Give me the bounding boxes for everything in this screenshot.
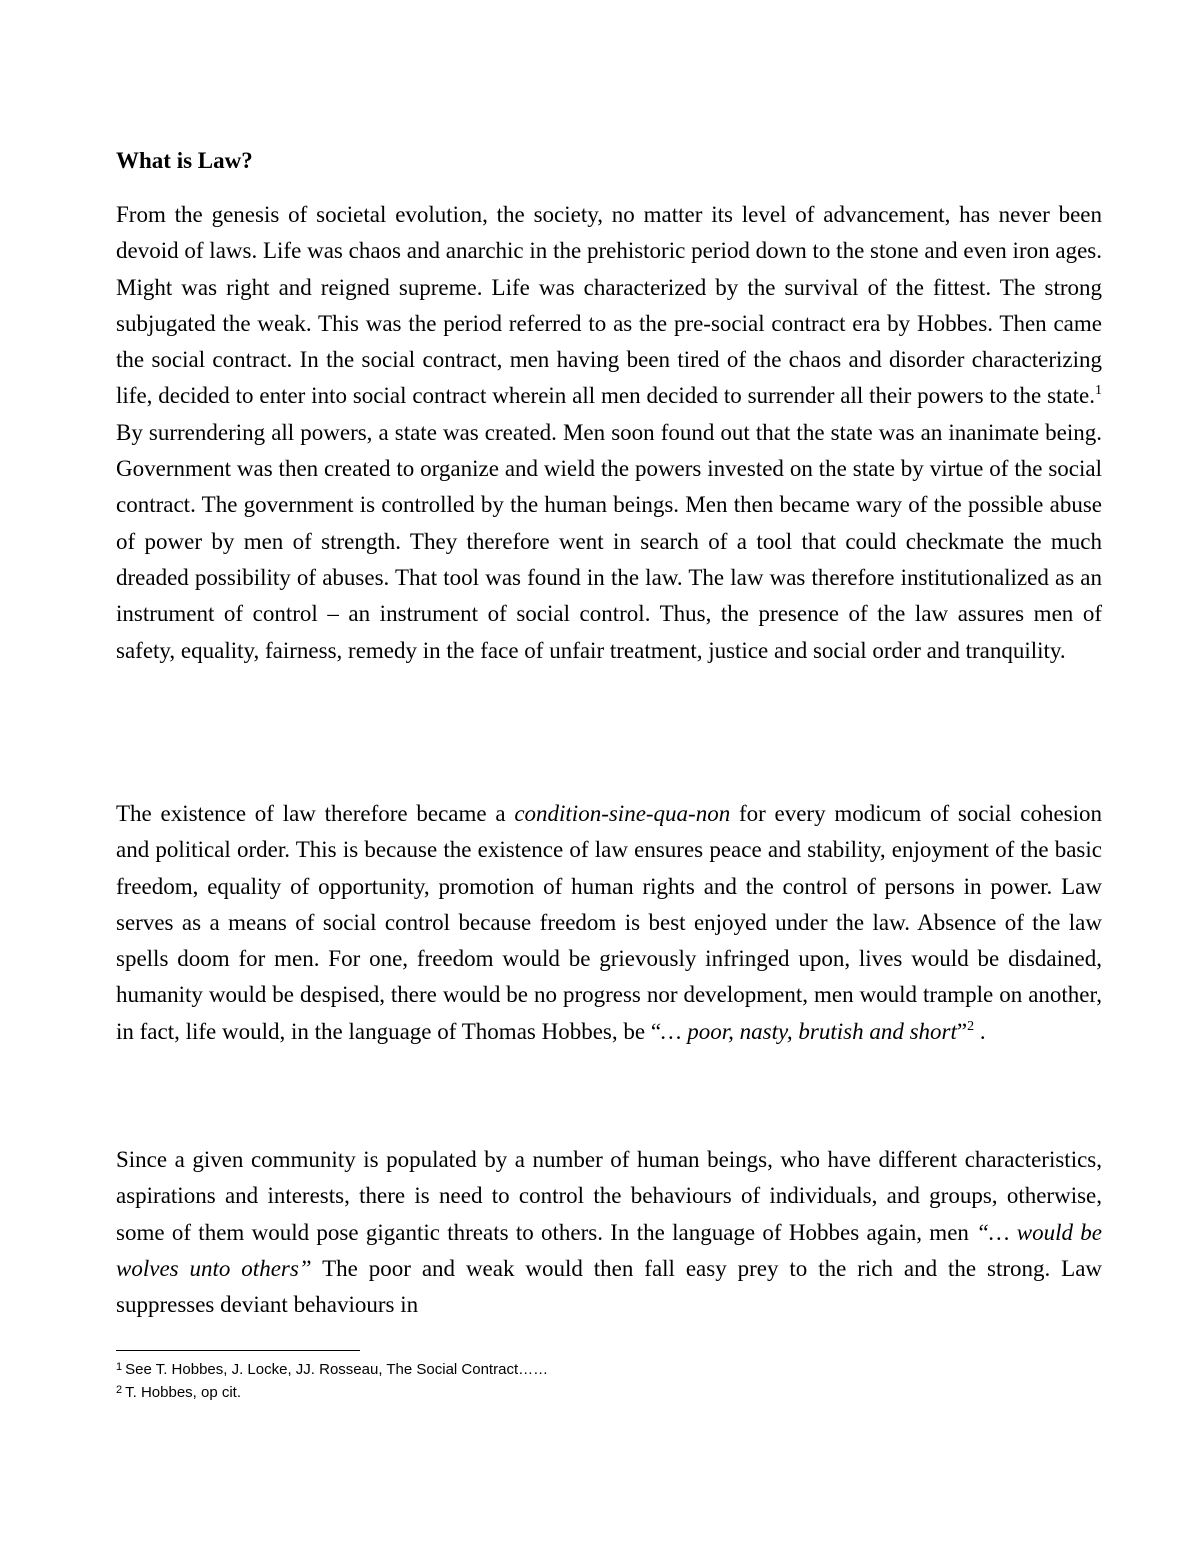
footnote-separator — [116, 1350, 360, 1351]
paragraph-2-text-a: The existence of law therefore became a — [116, 801, 515, 826]
paragraph-1-text-b: By surrendering all powers, a state was created. Men soon found out that the state was an inanimate being. Government was then created to organize and wield the powers invested on the state by virtue of the social contract. The government is controlled by the human beings. Men then became wary of the possible abuse of power by men of strength. They therefore went in search of a tool that could checkmate the much dreaded possibility of abuses. That tool was found in the law. The law was therefore institutionalized as an instrument of control – an instrument of social control. Thus, the presence of the law assures men of safety, equality, fairness, remedy in the face of unfair treatment, justice and social order and tranquility. — [116, 419, 1102, 663]
footnote-text: See T. Hobbes, J. Locke, JJ. Rosseau, The Social Contract…… — [125, 1361, 549, 1378]
paragraph-3-text-a: Since a given community is populated by a number of human beings, who have different characteristics, aspirations and interests, there is need to control the behaviours of individuals, and groups, otherwise, some of them would pose gigantic threats to others. In the language of Hobbes again, men — [116, 1147, 1102, 1245]
footnote-ref-1: 1 — [1095, 383, 1102, 399]
latin-term: condition-sine-qua-non — [514, 801, 731, 826]
page-title: What is Law? — [116, 148, 253, 173]
paragraph-2 — [116, 796, 1102, 1050]
paragraph-1 — [116, 197, 1102, 669]
footnote-text: T. Hobbes, op cit. — [125, 1384, 242, 1401]
footnote-item — [116, 1358, 548, 1381]
footnote-item — [116, 1381, 548, 1404]
hobbes-quote: … poor, nasty, brutish and short — [661, 1018, 957, 1044]
footnote-number: 1 — [116, 1361, 123, 1373]
paragraph-2-close-quote: ” — [956, 1018, 968, 1044]
paragraph-3 — [116, 1142, 1102, 1323]
wolves-quote: “… would be wolves unto others” — [116, 1219, 1102, 1281]
footnote-ref-2: 2 — [967, 1018, 975, 1034]
footnote-number: 2 — [116, 1384, 123, 1396]
paragraph-2-text-c: . — [974, 1018, 986, 1044]
paragraph-3-text-b: The poor and weak would then fall easy prey to the rich and the strong. Law suppresses deviant behaviours in — [116, 1255, 1103, 1318]
footnotes — [116, 1358, 548, 1404]
paragraph-2-text-b: for every modicum of social cohesion and political order. This is because the existence of law ensures peace and stability, enjoyment of the basic freedom, equality of opportunity, promotion of human rights and the control of persons in power. Law serves as a means of social control because freedom is best enjoyed under the law. Absence of the law spells doom for men. For one, freedom would be grievously infringed upon, lives would be disdained, humanity would be despised, there would be no progress nor development, men would trample on another, in fact, life would, in the language of Thomas Hobbes, be “ — [116, 801, 1102, 1044]
paragraph-1-text-a: From the genesis of societal evolution, the society, no matter its level of advancement, has never been devoid of laws. Life was chaos and anarchic in the prehistoric period down to the stone and even iron ages. Might was right and reigned supreme. Life was characterized by the survival of the fittest. The strong subjugated the weak. This was the period referred to as the pre-social contract era by Hobbes. Then came the social contract. In the social contract, men having been tired of the chaos and disorder characterizing life, decided to enter into social contract wherein all men decided to surrender all their powers to the state. — [116, 202, 1102, 409]
